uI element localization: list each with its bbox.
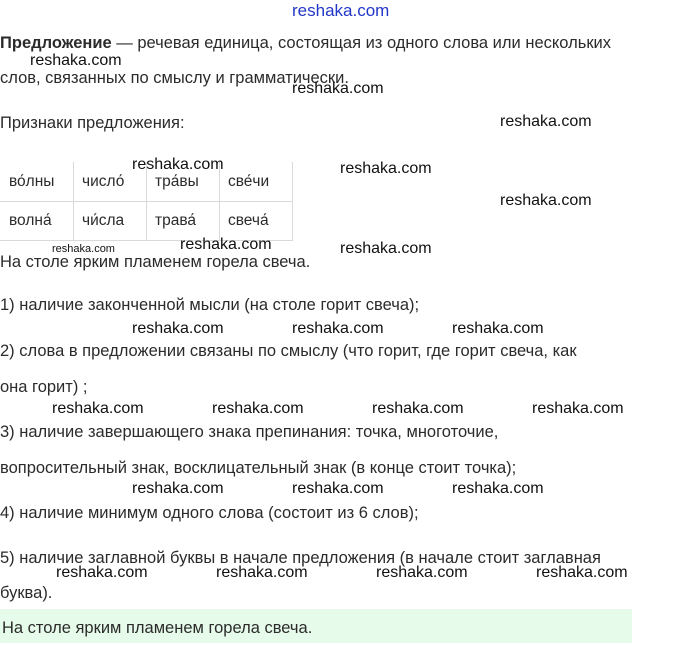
- point-2-line-1: 2) слова в предложении связаны по смыслу (что горит, где горит свеча, как: [0, 342, 577, 360]
- table-cell: число́: [74, 163, 147, 202]
- watermark: reshaka.com: [340, 240, 432, 257]
- point-5-line-2: буква).: [0, 584, 53, 602]
- watermark: reshaka.com: [52, 400, 144, 417]
- watermark: reshaka.com: [340, 160, 432, 177]
- watermark: reshaka.com: [56, 564, 148, 581]
- answer-text: На столе ярким пламенем горела свеча.: [2, 619, 313, 637]
- table-cell: во́лны: [1, 163, 74, 202]
- point-4: 4) наличие минимум одного слова (состоит из 6 слов);: [0, 504, 419, 522]
- watermark: reshaka.com: [500, 113, 592, 130]
- definition-text: — речевая единица, состоящая из одного слова или нескольких: [111, 34, 611, 52]
- watermark: reshaka.com: [30, 52, 122, 69]
- watermark: reshaka.com: [452, 480, 544, 497]
- example-sentence: На столе ярким пламенем горела свеча.: [0, 253, 311, 271]
- watermark: reshaka.com: [536, 564, 628, 581]
- watermark: reshaka.com: [292, 480, 384, 497]
- watermark: reshaka.com: [216, 564, 308, 581]
- table-cell: све́чи: [220, 163, 293, 202]
- table-cell: волна́: [1, 202, 74, 241]
- watermark: reshaka.com: [376, 564, 468, 581]
- table-cell: чи́сла: [74, 202, 147, 241]
- table-cell: свеча́: [220, 202, 293, 241]
- watermark: reshaka.com: [212, 400, 304, 417]
- watermark: reshaka.com: [500, 192, 592, 209]
- watermark: reshaka.com: [292, 80, 384, 97]
- point-3-line-2: вопросительный знак, восклицательный знак (в конце стоит точка);: [0, 459, 517, 477]
- point-3-line-1: 3) наличие завершающего знака препинания: точка, многоточие,: [0, 423, 499, 441]
- definition-line-2: слов, связанных по смыслу и грамматически.: [0, 69, 349, 87]
- table-cell: трава́: [147, 202, 220, 241]
- answer-box: [0, 609, 632, 643]
- watermark: reshaka.com: [52, 243, 115, 255]
- table-row: [1, 202, 293, 241]
- point-1: 1) наличие законченной мысли (на столе горит свеча);: [0, 296, 420, 314]
- watermark: reshaka.com: [372, 400, 464, 417]
- watermark: reshaka.com: [532, 400, 624, 417]
- watermark: reshaka.com: [180, 236, 272, 253]
- signs-heading: Признаки предложения:: [0, 114, 185, 132]
- watermark: reshaka.com: [452, 320, 544, 337]
- definition-term: Предложение: [0, 34, 112, 52]
- watermark-top: reshaka.com: [292, 1, 390, 20]
- point-5-line-1: 5) наличие заглавной буквы в начале предложения (в начале стоит заглавная: [0, 549, 601, 567]
- watermark: reshaka.com: [132, 320, 224, 337]
- point-2-line-2: она горит) ;: [0, 378, 88, 396]
- watermark: reshaka.com: [292, 320, 384, 337]
- watermark: reshaka.com: [132, 156, 224, 173]
- table-cell: тра́вы: [147, 163, 220, 202]
- definition-line-1: [0, 33, 611, 53]
- watermark: reshaka.com: [132, 480, 224, 497]
